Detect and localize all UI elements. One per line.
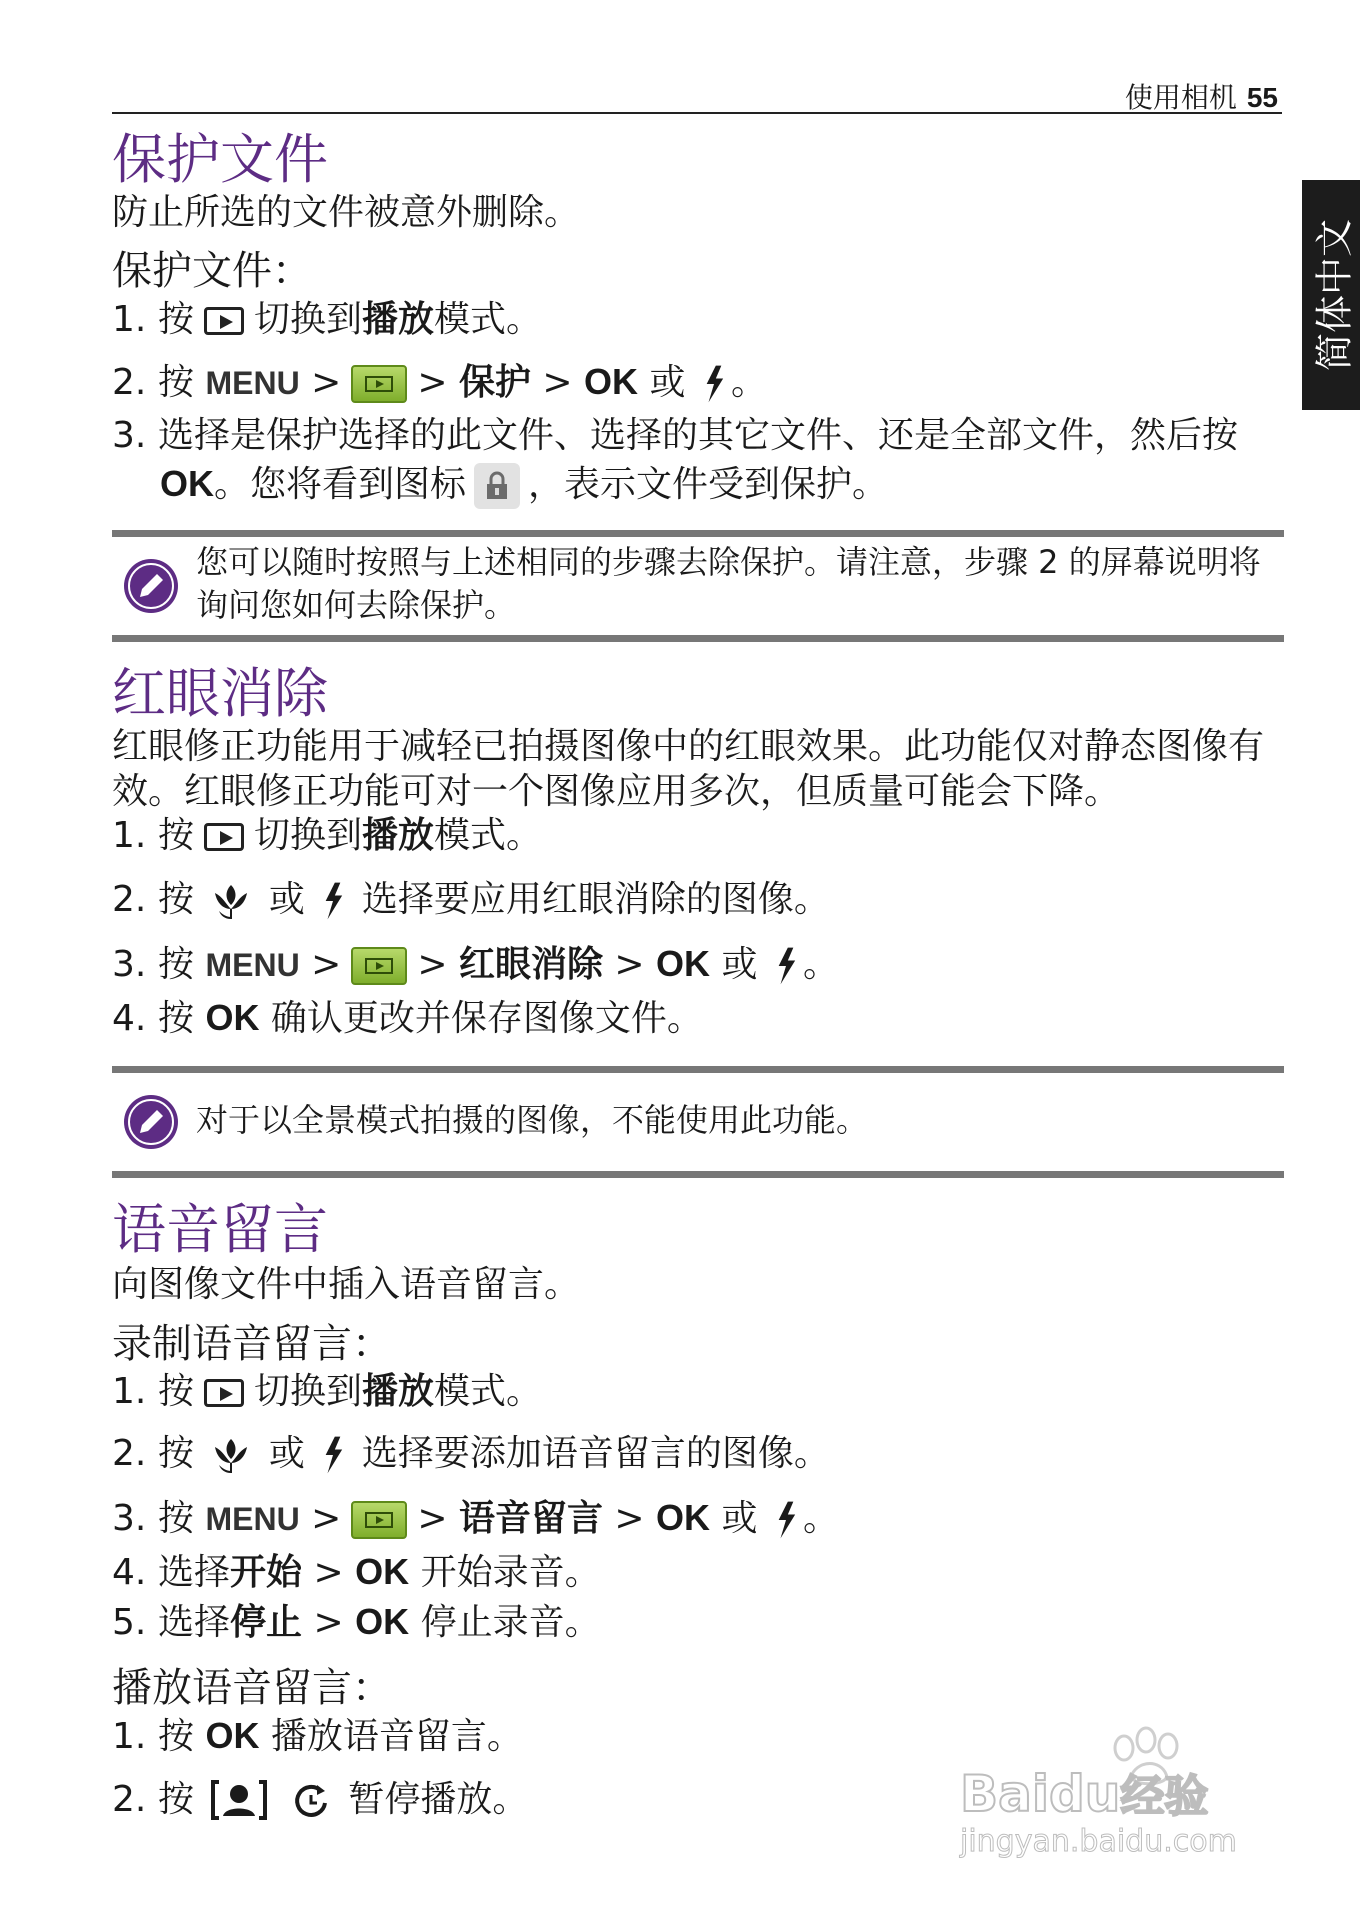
voice-step-4 [112,1548,601,1597]
ok-key-label: OK [205,1715,260,1756]
menu-option-stop: 停止 [230,1602,303,1643]
step-text: 模式。 [434,299,543,340]
step-number: 1. [112,1716,147,1757]
protect-note [112,530,1284,642]
step-text: 。您将看到图标 [214,464,467,505]
arrow-separator: > [614,944,645,985]
playback-key-icon [204,307,244,335]
step-text: 按 [158,299,195,340]
step-text: 按 [158,1779,195,1820]
language-tab [1302,180,1360,410]
step-text: 按 [158,944,195,985]
ok-key-label: OK [205,997,260,1038]
flash-icon [775,947,797,985]
step-number: 2. [112,879,147,920]
step-number: 2. [112,1433,147,1474]
self-timer-icon [291,1781,331,1821]
step-text: 按 [158,1433,195,1474]
macro-flower-icon [211,1435,251,1475]
step-text: 切换到 [254,815,363,856]
playback-menu-icon [351,365,407,403]
step-text: 按 [158,1498,195,1539]
arrow-separator: > [311,1498,342,1539]
redeye-step-2 [112,876,830,924]
voice-step-5 [112,1598,601,1647]
step-text: 。 [802,944,839,985]
step-number: 3. [112,415,147,456]
voice-title: 语音留言 [112,1198,328,1261]
menu-option-protect: 保护 [458,362,531,403]
menu-option-start: 开始 [230,1552,303,1593]
macro-flower-icon [211,881,251,921]
step-text: 按 [158,815,195,856]
step-text: 或 [721,944,758,985]
face-detect-icon [211,1778,267,1824]
step-number: 3. [112,1498,147,1539]
step-number: 1. [112,1371,147,1412]
watermark-brand: Baidu经验 [960,1765,1209,1823]
arrow-separator: > [417,944,448,985]
flash-icon [775,1501,797,1539]
arrow-separator: > [313,1602,344,1643]
protect-step-1 [112,296,542,344]
step-text: 。 [802,1498,839,1539]
step-number: 1. [112,299,147,340]
step-text: ，表示文件受到保护。 [528,464,889,505]
step-text: 切换到 [254,299,363,340]
flash-icon [703,365,725,403]
step-text: 或 [649,362,686,403]
voice-play-subhead: 播放语音留言： [112,1665,392,1711]
step-text: 切换到 [254,1371,363,1412]
arrow-separator: > [311,362,342,403]
arrow-separator: > [311,944,342,985]
voice-step-1 [112,1368,542,1416]
step-text: 模式。 [434,1371,543,1412]
ok-key-label: OK [355,1551,410,1592]
playback-key-icon [204,823,244,851]
menu-key-label: MENU [205,1501,300,1537]
page-number: 55 [1246,82,1278,113]
flash-icon [322,882,344,920]
voice-play-step-1 [112,1712,523,1761]
step-text: 暂停播放。 [348,1779,529,1820]
ok-key-label: OK [656,1497,711,1538]
protect-step-3 [112,412,1238,509]
step-text: 按 [158,1371,195,1412]
arrow-separator: > [417,1498,448,1539]
step-text: 选择要添加语音留言的图像。 [361,1433,830,1474]
redeye-step-1 [112,812,542,860]
protect-desc: 防止所选的文件被意外删除。 [112,192,581,233]
redeye-step-3 [112,940,839,989]
step-text: 开始录音。 [420,1552,601,1593]
redeye-note-text: 对于以全景模式拍摄的图像，不能使用此功能。 [196,1101,869,1139]
step-text: 或 [721,1498,758,1539]
ok-key-label: OK [584,361,639,402]
protect-subhead: 保护文件： [112,248,312,294]
arrow-separator: > [614,1498,645,1539]
step-bold-term: 播放 [362,1371,435,1412]
step-text: 模式。 [434,815,543,856]
baidu-jingyan-watermark [960,1720,1280,1860]
protect-title: 保护文件 [112,128,328,191]
step-text: 播放语音留言。 [270,1716,523,1757]
arrow-separator: > [417,362,448,403]
step-text: 或 [268,879,305,920]
step-text: 选择要应用红眼消除的图像。 [361,879,830,920]
step-text: 按 [158,879,195,920]
ok-key-label: OK [355,1601,410,1642]
step-bold-term: 播放 [362,299,435,340]
menu-option-redeye: 红眼消除 [458,944,603,985]
step-number: 2. [112,1779,147,1820]
step-text: 按 [158,1716,195,1757]
step-number: 3. [112,944,147,985]
language-tab-label: 简体中文 [1312,218,1357,372]
menu-key-label: MENU [205,947,300,983]
protect-note-text: 您可以随时按照与上述相同的步骤去除保护。请注意，步骤 2 的屏幕说明将询问您如何去除保护。 [196,543,1261,624]
ok-key-label: OK [160,463,214,504]
voice-step-3 [112,1494,839,1543]
voice-desc: 向图像文件中插入语音留言。 [112,1264,581,1305]
playback-menu-icon [351,1501,407,1539]
step-text: 。 [730,362,767,403]
step-text: 选择 [158,1552,231,1593]
pencil-note-icon [122,557,180,615]
voice-play-step-2 [112,1776,528,1824]
watermark-url: jingyan.baidu.com [960,1824,1237,1859]
playback-key-icon [204,1379,244,1407]
redeye-note [112,1066,1284,1178]
voice-step-2 [112,1430,830,1478]
step-number: 1. [112,815,147,856]
redeye-step-4 [112,994,703,1043]
pencil-note-icon [122,1093,180,1151]
step-number: 5. [112,1602,147,1643]
arrow-separator: > [542,362,573,403]
step-number: 4. [112,1552,147,1593]
menu-option-voice-memo: 语音留言 [458,1498,603,1539]
menu-key-label: MENU [205,365,300,401]
redeye-desc: 红眼修正功能用于减轻已拍摄图像中的红眼效果。此功能仅对静态图像有效。红眼修正功能可对一个图像应用多次，但质量可能会下降。 [112,726,1265,812]
step-bold-term: 播放 [362,815,435,856]
protect-step-2 [112,358,767,407]
redeye-title: 红眼消除 [112,662,328,725]
step-text: 选择 [158,1602,231,1643]
header-section: 使用相机 [1124,81,1237,114]
playback-menu-icon [351,947,407,985]
page-header [112,72,1282,114]
lock-icon [474,463,520,509]
arrow-separator: > [313,1552,344,1593]
step-text: 停止录音。 [420,1602,601,1643]
step-text: 按 [158,362,195,403]
voice-record-subhead: 录制语音留言： [112,1321,392,1367]
flash-icon [322,1436,344,1474]
step-text: 按 [158,998,195,1039]
step-number: 4. [112,998,147,1039]
step-number: 2. [112,362,147,403]
step-text: 选择是保护选择的此文件、选择的其它文件、还是全部文件，然后按 [158,415,1239,456]
ok-key-label: OK [656,943,711,984]
step-text: 或 [268,1433,305,1474]
step-text: 确认更改并保存图像文件。 [270,998,703,1039]
header-text [1125,76,1278,116]
